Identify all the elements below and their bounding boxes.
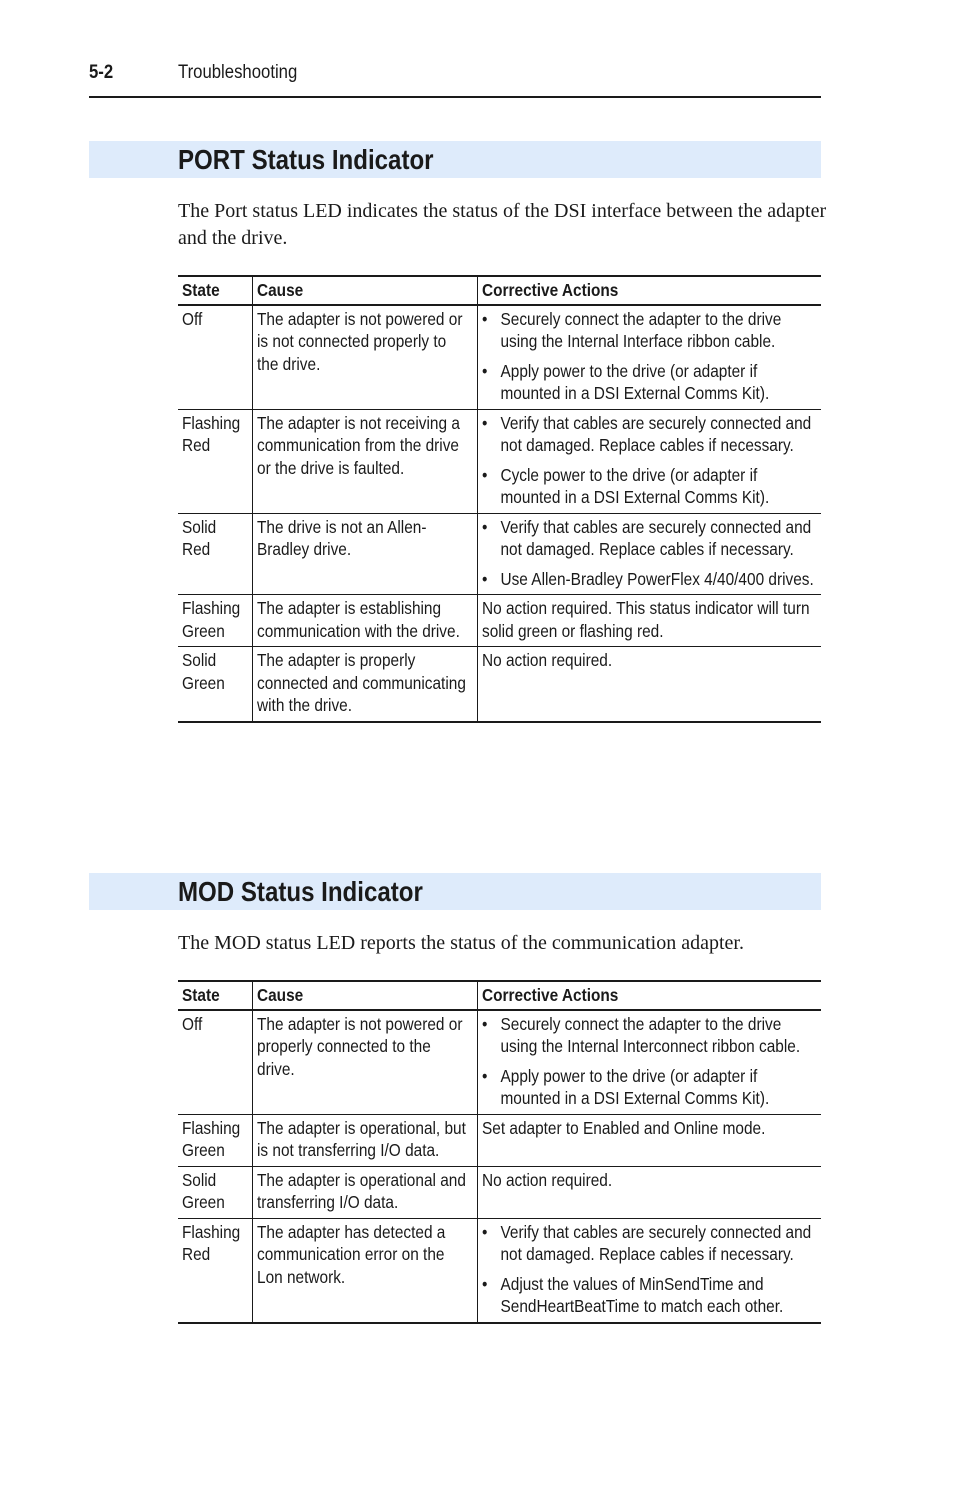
state-text: Red (182, 1244, 211, 1264)
page-number: 5-2 (89, 62, 114, 83)
actions-cell (477, 409, 821, 513)
actions-cell (477, 513, 821, 595)
state-text: Flashing (182, 412, 241, 433)
table-row (178, 409, 821, 513)
col-header-actions: Corrective Actions (477, 981, 821, 1010)
action-item: • Apply power to the drive (or adapter if mounted in a DSI External Comms Kit). (482, 1065, 816, 1110)
state-text: Flashing (182, 1221, 241, 1242)
action-item: • Adjust the values of MinSendTime and SendHeartBeatTime to match each other. (482, 1273, 816, 1318)
table-row (178, 305, 821, 410)
state-text: Green (182, 620, 225, 641)
cause-text: The adapter is not powered or properly connected to the drive. (256, 1013, 462, 1079)
state-text: Red (182, 539, 211, 559)
cause-cell (252, 1218, 477, 1323)
action-item: • Apply power to the drive (or adapter if mounted in a DSI External Comms Kit). (482, 360, 816, 405)
actions-cell (477, 647, 821, 722)
cause-text: The adapter is not receiving a communication from the drive or the drive is faulted. (256, 412, 460, 478)
state-text: Flashing (182, 598, 241, 618)
cause-text: The adapter is operational, but is not transferring I/O data. (256, 1117, 466, 1160)
state-text: Solid (182, 516, 217, 537)
cause-text: The adapter is operational and transferring I/O data. (256, 1169, 466, 1212)
actions-cell (477, 1218, 821, 1323)
action-item: • Verify that cables are securely connected and not damaged. Replace cables if necessary. (482, 1221, 816, 1266)
cause-cell (252, 647, 477, 722)
port-heading: PORT Status Indicator (178, 144, 434, 175)
cause-cell (252, 1166, 477, 1218)
action-item: • Use Allen-Bradley PowerFlex 4/40/400 drives. (482, 568, 816, 591)
action-item: • Cycle power to the drive (or adapter if mounted in a DSI External Comms Kit). (482, 464, 816, 509)
state-text: Green (182, 1140, 225, 1160)
table-row (178, 1218, 821, 1323)
table-row (178, 1166, 821, 1218)
col-header-actions: Corrective Actions (477, 276, 821, 305)
state-cell (178, 409, 252, 513)
state-cell (178, 1218, 252, 1323)
port-intro: The Port status LED indicates the status of the DSI interface between the adapter and the drive. (178, 200, 827, 249)
action-text: No action required. (481, 650, 612, 670)
port-heading-band (89, 141, 821, 178)
col-header-cause: Cause (252, 276, 477, 305)
actions-cell (477, 1114, 821, 1166)
actions-cell (477, 1166, 821, 1218)
cause-text: The adapter is establishing communication with the drive. (256, 598, 460, 641)
action-item: • Securely connect the adapter to the drive using the Internal Interconnect ribbon cable. (482, 1013, 816, 1058)
table-row (178, 647, 821, 722)
state-text: Solid (182, 1169, 217, 1190)
state-cell (178, 1166, 252, 1218)
state-cell (178, 305, 252, 410)
port-status-table (178, 275, 821, 723)
mod-heading: MOD Status Indicator (178, 876, 423, 907)
action-item: • Verify that cables are securely connected and not damaged. Replace cables if necessary. (482, 516, 816, 561)
state-cell (178, 647, 252, 722)
action-text: Set adapter to Enabled and Online mode. (481, 1117, 765, 1138)
table-row (178, 1114, 821, 1166)
state-text: Off (182, 1013, 203, 1034)
state-text: Solid (182, 650, 217, 670)
page-header (89, 58, 821, 98)
action-item: • Verify that cables are securely connected and not damaged. Replace cables if necessary. (482, 412, 816, 457)
state-cell (178, 1010, 252, 1115)
cause-cell (252, 1010, 477, 1115)
actions-list (482, 1013, 816, 1110)
actions-list (482, 308, 816, 405)
cause-text: The adapter is not powered or is not connected properly to the drive. (256, 308, 462, 374)
action-text: No action required. (481, 1169, 612, 1190)
cause-cell (252, 1114, 477, 1166)
actions-wrap (482, 516, 816, 591)
actions-cell (477, 1010, 821, 1115)
state-text: Red (182, 435, 211, 455)
table-row (178, 513, 821, 595)
col-header-cause: Cause (252, 981, 477, 1010)
state-text: Green (182, 672, 225, 693)
state-text: Green (182, 1192, 225, 1212)
col-header-state: State (178, 276, 252, 305)
actions-cell (477, 595, 821, 647)
table-row (178, 1010, 821, 1115)
state-cell (178, 513, 252, 595)
actions-wrap (482, 1221, 816, 1318)
actions-cell (477, 305, 821, 410)
mod-status-table (178, 980, 821, 1324)
cause-text: The adapter is properly connected and communicating with the drive. (256, 650, 466, 715)
actions-list (482, 1221, 816, 1318)
action-item: • Securely connect the adapter to the drive using the Internal Interface ribbon cable. (482, 308, 816, 353)
mod-heading-band (89, 873, 821, 910)
actions-wrap (482, 308, 816, 405)
action-text: No action required. This status indicator will turn solid green or flashing red. (481, 598, 810, 641)
col-header-state: State (178, 981, 252, 1010)
cause-cell (252, 513, 477, 595)
cause-cell (252, 409, 477, 513)
cause-cell (252, 595, 477, 647)
state-text: Off (182, 308, 203, 329)
mod-intro: The MOD status LED reports the status of the communication adapter. (178, 932, 744, 954)
cause-text: The drive is not an Allen-Bradley drive. (256, 516, 426, 559)
table-row (178, 595, 821, 647)
state-cell (178, 595, 252, 647)
actions-list (482, 412, 816, 509)
cause-text: The adapter has detected a communication error on the Lon network. (256, 1221, 445, 1287)
cause-cell (252, 305, 477, 410)
section-title: Troubleshooting (178, 62, 298, 83)
actions-list (482, 516, 816, 591)
actions-wrap (482, 1013, 816, 1110)
state-text: Flashing (182, 1117, 241, 1138)
actions-wrap (482, 412, 816, 509)
state-cell (178, 1114, 252, 1166)
